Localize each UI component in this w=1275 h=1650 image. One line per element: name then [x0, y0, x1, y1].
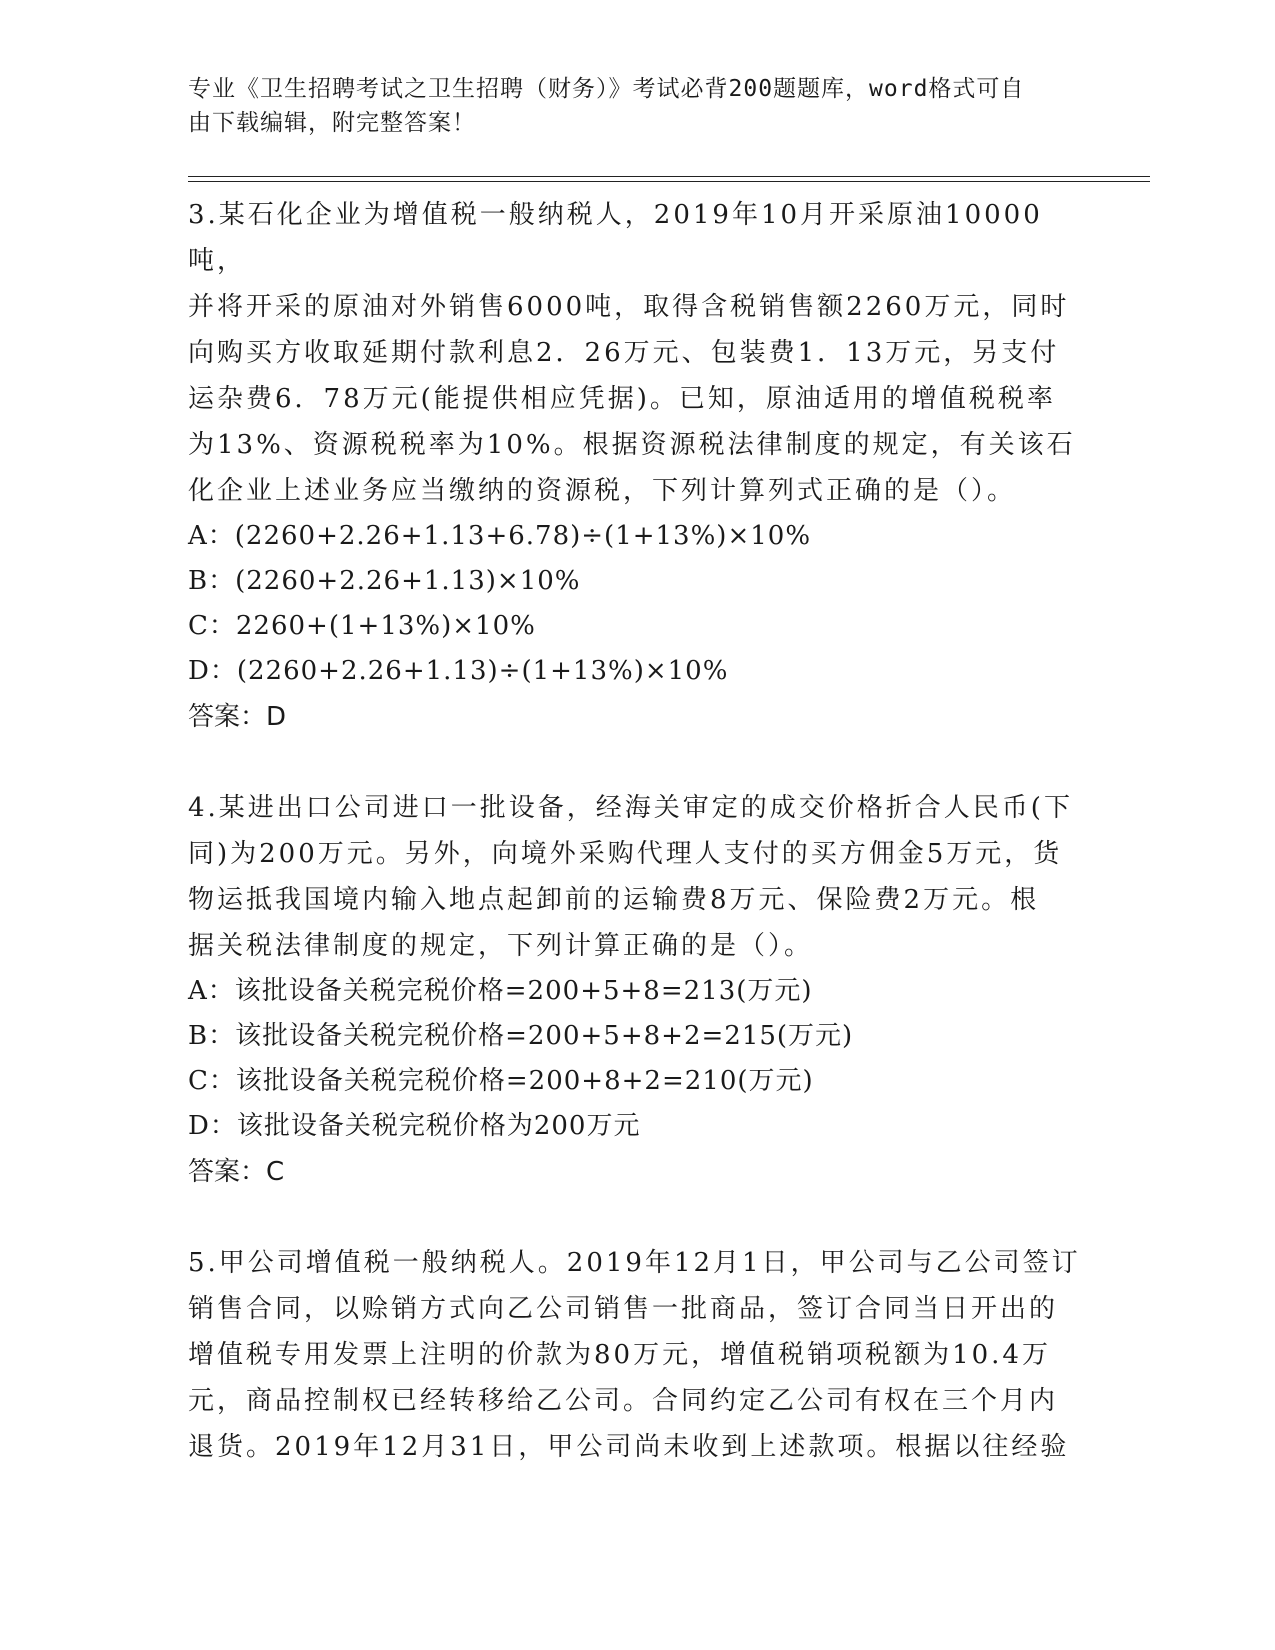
question-3-option-a: A：(2260+2.26+1.13+6.78)÷(1+13%)×10% [188, 521, 812, 551]
question-4-option-d: D：该批设备关税完税价格为200万元 [188, 1111, 641, 1141]
spacer [188, 1195, 1088, 1240]
document-body [188, 192, 1088, 1470]
question-3-option-d: D：(2260+2.26+1.13)÷(1+13%)×10% [188, 656, 729, 686]
question-3-line-5: 为13%、资源税税率为10%。根据资源税法律制度的规定，有关该石 [188, 430, 1076, 460]
question-5 [188, 1240, 1088, 1470]
question-4-option-a: A：该批设备关税完税价格=200+5+8=213(万元) [188, 976, 813, 1006]
question-3-option-c: C：2260+(1+13%)×10% [188, 611, 536, 641]
question-4-option-b: B：该批设备关税完税价格=200+5+8+2=215(万元) [188, 1021, 854, 1051]
header-line-2: 由下载编辑，附完整答案！ [188, 110, 476, 136]
question-3-line-1: 3.某石化企业为增值税一般纳税人，2019年10月开采原油10000吨， [188, 200, 1043, 276]
question-5-line-2: 销售合同，以赊销方式向乙公司销售一批商品，签订合同当日开出的 [188, 1294, 1059, 1324]
question-5-line-4: 元，商品控制权已经转移给乙公司。合同约定乙公司有权在三个月内 [188, 1386, 1059, 1416]
question-3-line-6: 化企业上述业务应当缴纳的资源税，下列计算列式正确的是（）。 [188, 476, 1017, 506]
question-5-line-3: 增值税专用发票上注明的价款为80万元，增值税销项税额为10.4万 [188, 1340, 1051, 1370]
header-rule-top [188, 176, 1150, 177]
spacer [188, 740, 1088, 785]
question-4-line-2: 同)为200万元。另外，向境外采购代理人支付的买方佣金5万元，货 [188, 839, 1063, 869]
question-4 [188, 785, 1088, 1195]
question-5-line-1: 5.甲公司增值税一般纳税人。2019年12月1日，甲公司与乙公司签订 [188, 1248, 1081, 1278]
question-3-line-4: 运杂费6．78万元(能提供相应凭据)。已知，原油适用的增值税税率 [188, 384, 1056, 414]
question-4-answer: 答案：C [188, 1157, 285, 1187]
question-4-line-1: 4.某进出口公司进口一批设备，经海关审定的成交价格折合人民币(下 [188, 793, 1073, 823]
question-4-line-3: 物运抵我国境内输入地点起卸前的运输费8万元、保险费2万元。根 [188, 885, 1040, 915]
question-3-line-2: 并将开采的原油对外销售6000吨，取得含税销售额2260万元，同时 [188, 292, 1070, 322]
header-rule-bottom [188, 181, 1150, 182]
header-line-1: 专业《卫生招聘考试之卫生招聘（财务）》考试必背200题题库，word格式可自 [188, 76, 1025, 102]
question-5-line-5: 退货。2019年12月31日，甲公司尚未收到上述款项。根据以往经验 [188, 1432, 1070, 1462]
question-3-line-3: 向购买方收取延期付款利息2．26万元、包装费1．13万元，另支付 [188, 338, 1060, 368]
question-4-line-4: 据关税法律制度的规定，下列计算正确的是（）。 [188, 931, 814, 961]
question-3-option-b: B：(2260+2.26+1.13)×10% [188, 566, 581, 596]
page-header [188, 72, 1068, 140]
question-3-answer: 答案：D [188, 702, 287, 732]
question-3 [188, 192, 1088, 740]
question-4-option-c: C：该批设备关税完税价格=200+8+2=210(万元) [188, 1066, 814, 1096]
